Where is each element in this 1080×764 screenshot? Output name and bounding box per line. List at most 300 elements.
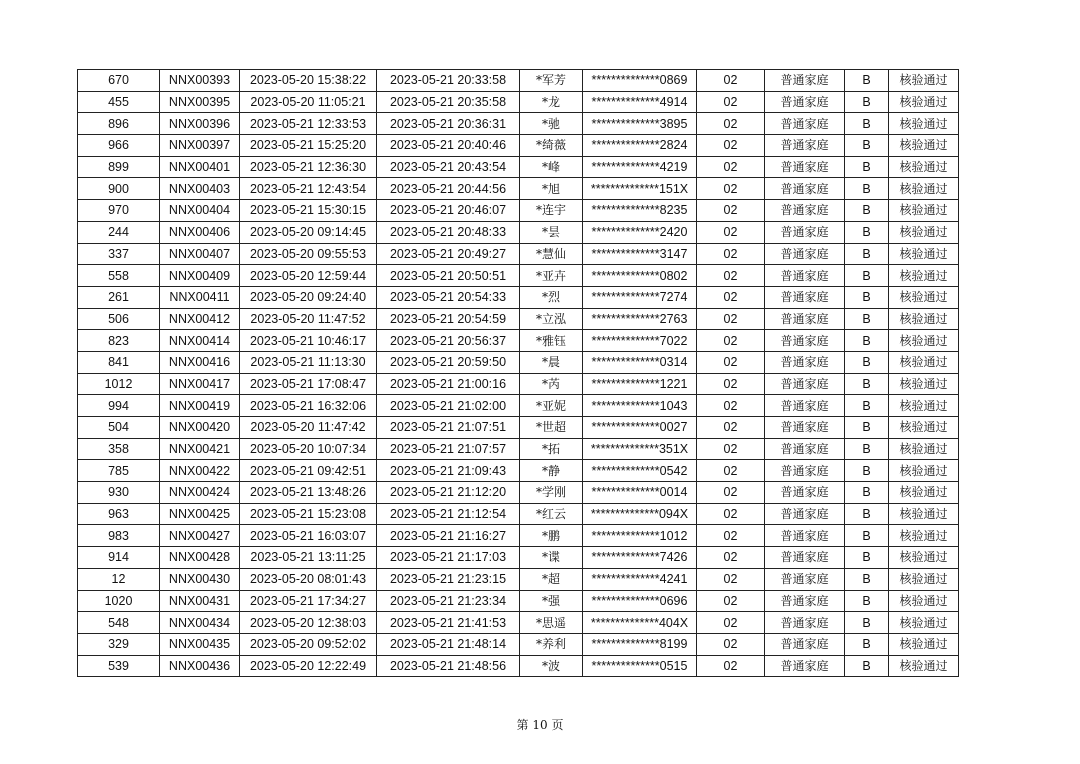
verify-time-cell: 2023-05-21 20:54:59: [377, 308, 520, 330]
table-row: [78, 460, 959, 482]
submit-time-cell: 2023-05-20 09:52:02: [240, 633, 377, 655]
name-cell: *晨: [520, 351, 583, 373]
grade-cell: B: [845, 221, 889, 243]
category-cell: 普通家庭: [765, 460, 845, 482]
name-cell: *旭: [520, 178, 583, 200]
id-number-cell: **************1221: [583, 373, 697, 395]
seq-number-cell: 1012: [78, 373, 160, 395]
submit-time-cell: 2023-05-21 16:32:06: [240, 395, 377, 417]
category-cell: 普通家庭: [765, 373, 845, 395]
seq-number-cell: 337: [78, 243, 160, 265]
name-cell: *驰: [520, 113, 583, 135]
type-code-cell: 02: [697, 503, 765, 525]
seq-number-cell: 930: [78, 482, 160, 504]
submit-time-cell: 2023-05-20 12:38:03: [240, 612, 377, 634]
id-number-cell: **************0314: [583, 351, 697, 373]
status-cell: 核验通过: [889, 135, 959, 157]
submit-time-cell: 2023-05-20 15:38:22: [240, 70, 377, 92]
id-number-cell: **************8199: [583, 633, 697, 655]
grade-cell: B: [845, 547, 889, 569]
submit-time-cell: 2023-05-20 10:07:34: [240, 438, 377, 460]
verify-time-cell: 2023-05-21 21:00:16: [377, 373, 520, 395]
id-number-cell: **************0027: [583, 417, 697, 439]
status-cell: 核验通过: [889, 460, 959, 482]
submit-time-cell: 2023-05-20 11:47:42: [240, 417, 377, 439]
id-number-cell: **************1012: [583, 525, 697, 547]
grade-cell: B: [845, 612, 889, 634]
id-number-cell: **************7426: [583, 547, 697, 569]
category-cell: 普通家庭: [765, 503, 845, 525]
name-cell: *世超: [520, 417, 583, 439]
seq-number-cell: 548: [78, 612, 160, 634]
name-cell: *静: [520, 460, 583, 482]
id-number-cell: **************351X: [583, 438, 697, 460]
table-row: [78, 568, 959, 590]
category-cell: 普通家庭: [765, 308, 845, 330]
category-cell: 普通家庭: [765, 395, 845, 417]
seq-number-cell: 539: [78, 655, 160, 677]
category-cell: 普通家庭: [765, 243, 845, 265]
status-cell: 核验通过: [889, 243, 959, 265]
verify-time-cell: 2023-05-21 20:33:58: [377, 70, 520, 92]
status-cell: 核验通过: [889, 200, 959, 222]
category-cell: 普通家庭: [765, 286, 845, 308]
name-cell: *龙: [520, 91, 583, 113]
id-number-cell: **************0014: [583, 482, 697, 504]
status-cell: 核验通过: [889, 178, 959, 200]
grade-cell: B: [845, 568, 889, 590]
category-cell: 普通家庭: [765, 135, 845, 157]
name-cell: *峰: [520, 156, 583, 178]
submit-time-cell: 2023-05-21 15:23:08: [240, 503, 377, 525]
code-cell: NNX00431: [160, 590, 240, 612]
name-cell: *强: [520, 590, 583, 612]
code-cell: NNX00414: [160, 330, 240, 352]
table-row: [78, 655, 959, 677]
id-number-cell: **************1043: [583, 395, 697, 417]
type-code-cell: 02: [697, 178, 765, 200]
type-code-cell: 02: [697, 91, 765, 113]
id-number-cell: **************3895: [583, 113, 697, 135]
verify-time-cell: 2023-05-21 21:16:27: [377, 525, 520, 547]
id-number-cell: **************3147: [583, 243, 697, 265]
status-cell: 核验通过: [889, 590, 959, 612]
verify-time-cell: 2023-05-21 20:56:37: [377, 330, 520, 352]
table-row: [78, 200, 959, 222]
seq-number-cell: 896: [78, 113, 160, 135]
type-code-cell: 02: [697, 113, 765, 135]
verify-time-cell: 2023-05-21 20:54:33: [377, 286, 520, 308]
grade-cell: B: [845, 503, 889, 525]
seq-number-cell: 670: [78, 70, 160, 92]
type-code-cell: 02: [697, 200, 765, 222]
name-cell: *立泓: [520, 308, 583, 330]
grade-cell: B: [845, 91, 889, 113]
seq-number-cell: 358: [78, 438, 160, 460]
code-cell: NNX00403: [160, 178, 240, 200]
status-cell: 核验通过: [889, 330, 959, 352]
grade-cell: B: [845, 70, 889, 92]
verify-time-cell: 2023-05-21 20:46:07: [377, 200, 520, 222]
type-code-cell: 02: [697, 438, 765, 460]
name-cell: *绮薇: [520, 135, 583, 157]
submit-time-cell: 2023-05-21 10:46:17: [240, 330, 377, 352]
table-body: [78, 70, 959, 677]
verify-time-cell: 2023-05-21 20:50:51: [377, 265, 520, 287]
id-number-cell: **************404X: [583, 612, 697, 634]
verify-time-cell: 2023-05-21 20:36:31: [377, 113, 520, 135]
type-code-cell: 02: [697, 373, 765, 395]
status-cell: 核验通过: [889, 373, 959, 395]
code-cell: NNX00396: [160, 113, 240, 135]
id-number-cell: **************2420: [583, 221, 697, 243]
verify-time-cell: 2023-05-21 21:07:51: [377, 417, 520, 439]
category-cell: 普通家庭: [765, 590, 845, 612]
table-row: [78, 91, 959, 113]
type-code-cell: 02: [697, 395, 765, 417]
seq-number-cell: 504: [78, 417, 160, 439]
seq-number-cell: 994: [78, 395, 160, 417]
code-cell: NNX00419: [160, 395, 240, 417]
code-cell: NNX00435: [160, 633, 240, 655]
submit-time-cell: 2023-05-21 16:03:07: [240, 525, 377, 547]
category-cell: 普通家庭: [765, 200, 845, 222]
submit-time-cell: 2023-05-21 12:43:54: [240, 178, 377, 200]
status-cell: 核验通过: [889, 568, 959, 590]
table-row: [78, 70, 959, 92]
status-cell: 核验通过: [889, 547, 959, 569]
verify-time-cell: 2023-05-21 21:02:00: [377, 395, 520, 417]
type-code-cell: 02: [697, 351, 765, 373]
type-code-cell: 02: [697, 612, 765, 634]
code-cell: NNX00424: [160, 482, 240, 504]
grade-cell: B: [845, 113, 889, 135]
status-cell: 核验通过: [889, 612, 959, 634]
category-cell: 普通家庭: [765, 156, 845, 178]
table-row: [78, 243, 959, 265]
name-cell: *红云: [520, 503, 583, 525]
category-cell: 普通家庭: [765, 70, 845, 92]
grade-cell: B: [845, 330, 889, 352]
submit-time-cell: 2023-05-21 12:36:30: [240, 156, 377, 178]
verify-time-cell: 2023-05-21 20:35:58: [377, 91, 520, 113]
status-cell: 核验通过: [889, 482, 959, 504]
type-code-cell: 02: [697, 525, 765, 547]
grade-cell: B: [845, 460, 889, 482]
type-code-cell: 02: [697, 308, 765, 330]
grade-cell: B: [845, 525, 889, 547]
code-cell: NNX00411: [160, 286, 240, 308]
submit-time-cell: 2023-05-20 11:05:21: [240, 91, 377, 113]
id-number-cell: **************4219: [583, 156, 697, 178]
seq-number-cell: 823: [78, 330, 160, 352]
submit-time-cell: 2023-05-21 11:13:30: [240, 351, 377, 373]
code-cell: NNX00427: [160, 525, 240, 547]
verify-time-cell: 2023-05-21 20:44:56: [377, 178, 520, 200]
status-cell: 核验通过: [889, 308, 959, 330]
table-row: [78, 330, 959, 352]
application-records-table: [77, 69, 959, 677]
seq-number-cell: 12: [78, 568, 160, 590]
status-cell: 核验通过: [889, 113, 959, 135]
type-code-cell: 02: [697, 156, 765, 178]
name-cell: *波: [520, 655, 583, 677]
category-cell: 普通家庭: [765, 91, 845, 113]
submit-time-cell: 2023-05-20 12:59:44: [240, 265, 377, 287]
code-cell: NNX00436: [160, 655, 240, 677]
verify-time-cell: 2023-05-21 21:48:56: [377, 655, 520, 677]
verify-time-cell: 2023-05-21 21:07:57: [377, 438, 520, 460]
id-number-cell: **************8235: [583, 200, 697, 222]
name-cell: *思遥: [520, 612, 583, 634]
code-cell: NNX00409: [160, 265, 240, 287]
table-row: [78, 482, 959, 504]
code-cell: NNX00395: [160, 91, 240, 113]
verify-time-cell: 2023-05-21 21:09:43: [377, 460, 520, 482]
name-cell: *鹏: [520, 525, 583, 547]
name-cell: *雅钰: [520, 330, 583, 352]
verify-time-cell: 2023-05-21 21:23:34: [377, 590, 520, 612]
category-cell: 普通家庭: [765, 655, 845, 677]
type-code-cell: 02: [697, 135, 765, 157]
name-cell: *连宇: [520, 200, 583, 222]
table-row: [78, 503, 959, 525]
name-cell: *昙: [520, 221, 583, 243]
code-cell: NNX00420: [160, 417, 240, 439]
id-number-cell: **************151X: [583, 178, 697, 200]
grade-cell: B: [845, 590, 889, 612]
table-row: [78, 221, 959, 243]
submit-time-cell: 2023-05-21 17:34:27: [240, 590, 377, 612]
grade-cell: B: [845, 135, 889, 157]
id-number-cell: **************4914: [583, 91, 697, 113]
verify-time-cell: 2023-05-21 21:12:54: [377, 503, 520, 525]
table-row: [78, 612, 959, 634]
table-row: [78, 417, 959, 439]
submit-time-cell: 2023-05-21 13:11:25: [240, 547, 377, 569]
seq-number-cell: 899: [78, 156, 160, 178]
category-cell: 普通家庭: [765, 113, 845, 135]
verify-time-cell: 2023-05-21 21:48:14: [377, 633, 520, 655]
status-cell: 核验通过: [889, 91, 959, 113]
grade-cell: B: [845, 243, 889, 265]
name-cell: *芮: [520, 373, 583, 395]
grade-cell: B: [845, 286, 889, 308]
name-cell: *学刚: [520, 482, 583, 504]
code-cell: NNX00428: [160, 547, 240, 569]
status-cell: 核验通过: [889, 417, 959, 439]
submit-time-cell: 2023-05-20 09:24:40: [240, 286, 377, 308]
seq-number-cell: 785: [78, 460, 160, 482]
submit-time-cell: 2023-05-21 15:25:20: [240, 135, 377, 157]
grade-cell: B: [845, 395, 889, 417]
grade-cell: B: [845, 655, 889, 677]
grade-cell: B: [845, 373, 889, 395]
table-row: [78, 395, 959, 417]
id-number-cell: **************2824: [583, 135, 697, 157]
code-cell: NNX00430: [160, 568, 240, 590]
status-cell: 核验通过: [889, 156, 959, 178]
seq-number-cell: 970: [78, 200, 160, 222]
status-cell: 核验通过: [889, 438, 959, 460]
id-number-cell: **************0542: [583, 460, 697, 482]
table-row: [78, 113, 959, 135]
type-code-cell: 02: [697, 221, 765, 243]
category-cell: 普通家庭: [765, 612, 845, 634]
category-cell: 普通家庭: [765, 633, 845, 655]
name-cell: *养利: [520, 633, 583, 655]
table-row: [78, 547, 959, 569]
table-row: [78, 373, 959, 395]
category-cell: 普通家庭: [765, 547, 845, 569]
table-row: [78, 351, 959, 373]
verify-time-cell: 2023-05-21 20:40:46: [377, 135, 520, 157]
verify-time-cell: 2023-05-21 20:49:27: [377, 243, 520, 265]
code-cell: NNX00406: [160, 221, 240, 243]
code-cell: NNX00421: [160, 438, 240, 460]
type-code-cell: 02: [697, 70, 765, 92]
type-code-cell: 02: [697, 482, 765, 504]
type-code-cell: 02: [697, 417, 765, 439]
grade-cell: B: [845, 308, 889, 330]
seq-number-cell: 558: [78, 265, 160, 287]
id-number-cell: **************7274: [583, 286, 697, 308]
code-cell: NNX00407: [160, 243, 240, 265]
name-cell: *谍: [520, 547, 583, 569]
verify-time-cell: 2023-05-21 20:43:54: [377, 156, 520, 178]
seq-number-cell: 244: [78, 221, 160, 243]
seq-number-cell: 1020: [78, 590, 160, 612]
category-cell: 普通家庭: [765, 351, 845, 373]
code-cell: NNX00393: [160, 70, 240, 92]
status-cell: 核验通过: [889, 351, 959, 373]
type-code-cell: 02: [697, 633, 765, 655]
grade-cell: B: [845, 265, 889, 287]
status-cell: 核验通过: [889, 525, 959, 547]
type-code-cell: 02: [697, 460, 765, 482]
name-cell: *烈: [520, 286, 583, 308]
seq-number-cell: 329: [78, 633, 160, 655]
table-row: [78, 633, 959, 655]
type-code-cell: 02: [697, 655, 765, 677]
seq-number-cell: 900: [78, 178, 160, 200]
seq-number-cell: 261: [78, 286, 160, 308]
grade-cell: B: [845, 417, 889, 439]
id-number-cell: **************0802: [583, 265, 697, 287]
name-cell: *亚妮: [520, 395, 583, 417]
submit-time-cell: 2023-05-21 15:30:15: [240, 200, 377, 222]
type-code-cell: 02: [697, 286, 765, 308]
table-row: [78, 525, 959, 547]
grade-cell: B: [845, 200, 889, 222]
verify-time-cell: 2023-05-21 21:23:15: [377, 568, 520, 590]
id-number-cell: **************4241: [583, 568, 697, 590]
category-cell: 普通家庭: [765, 330, 845, 352]
seq-number-cell: 966: [78, 135, 160, 157]
verify-time-cell: 2023-05-21 20:59:50: [377, 351, 520, 373]
name-cell: *拓: [520, 438, 583, 460]
submit-time-cell: 2023-05-20 12:22:49: [240, 655, 377, 677]
id-number-cell: **************7022: [583, 330, 697, 352]
status-cell: 核验通过: [889, 503, 959, 525]
code-cell: NNX00416: [160, 351, 240, 373]
submit-time-cell: 2023-05-21 13:48:26: [240, 482, 377, 504]
table-row: [78, 438, 959, 460]
category-cell: 普通家庭: [765, 482, 845, 504]
status-cell: 核验通过: [889, 286, 959, 308]
grade-cell: B: [845, 633, 889, 655]
submit-time-cell: 2023-05-20 09:14:45: [240, 221, 377, 243]
verify-time-cell: 2023-05-21 20:48:33: [377, 221, 520, 243]
page-number: 第 10 页: [516, 718, 564, 732]
category-cell: 普通家庭: [765, 568, 845, 590]
type-code-cell: 02: [697, 568, 765, 590]
verify-time-cell: 2023-05-21 21:12:20: [377, 482, 520, 504]
code-cell: NNX00434: [160, 612, 240, 634]
category-cell: 普通家庭: [765, 525, 845, 547]
code-cell: NNX00404: [160, 200, 240, 222]
table-row: [78, 178, 959, 200]
status-cell: 核验通过: [889, 265, 959, 287]
submit-time-cell: 2023-05-21 17:08:47: [240, 373, 377, 395]
status-cell: 核验通过: [889, 633, 959, 655]
submit-time-cell: 2023-05-20 09:55:53: [240, 243, 377, 265]
seq-number-cell: 983: [78, 525, 160, 547]
name-cell: *慧仙: [520, 243, 583, 265]
code-cell: NNX00401: [160, 156, 240, 178]
code-cell: NNX00425: [160, 503, 240, 525]
name-cell: *军芳: [520, 70, 583, 92]
seq-number-cell: 914: [78, 547, 160, 569]
grade-cell: B: [845, 156, 889, 178]
submit-time-cell: 2023-05-20 11:47:52: [240, 308, 377, 330]
seq-number-cell: 455: [78, 91, 160, 113]
table-row: [78, 286, 959, 308]
grade-cell: B: [845, 438, 889, 460]
table-row: [78, 590, 959, 612]
id-number-cell: **************2763: [583, 308, 697, 330]
status-cell: 核验通过: [889, 70, 959, 92]
grade-cell: B: [845, 351, 889, 373]
submit-time-cell: 2023-05-20 08:01:43: [240, 568, 377, 590]
name-cell: *亚卉: [520, 265, 583, 287]
table-row: [78, 156, 959, 178]
table-row: [78, 308, 959, 330]
type-code-cell: 02: [697, 265, 765, 287]
category-cell: 普通家庭: [765, 417, 845, 439]
submit-time-cell: 2023-05-21 12:33:53: [240, 113, 377, 135]
id-number-cell: **************094X: [583, 503, 697, 525]
code-cell: NNX00422: [160, 460, 240, 482]
seq-number-cell: 506: [78, 308, 160, 330]
code-cell: NNX00412: [160, 308, 240, 330]
table-row: [78, 265, 959, 287]
type-code-cell: 02: [697, 330, 765, 352]
id-number-cell: **************0869: [583, 70, 697, 92]
category-cell: 普通家庭: [765, 438, 845, 460]
status-cell: 核验通过: [889, 395, 959, 417]
grade-cell: B: [845, 178, 889, 200]
type-code-cell: 02: [697, 590, 765, 612]
seq-number-cell: 963: [78, 503, 160, 525]
type-code-cell: 02: [697, 243, 765, 265]
submit-time-cell: 2023-05-21 09:42:51: [240, 460, 377, 482]
id-number-cell: **************0515: [583, 655, 697, 677]
category-cell: 普通家庭: [765, 265, 845, 287]
seq-number-cell: 841: [78, 351, 160, 373]
verify-time-cell: 2023-05-21 21:41:53: [377, 612, 520, 634]
status-cell: 核验通过: [889, 221, 959, 243]
